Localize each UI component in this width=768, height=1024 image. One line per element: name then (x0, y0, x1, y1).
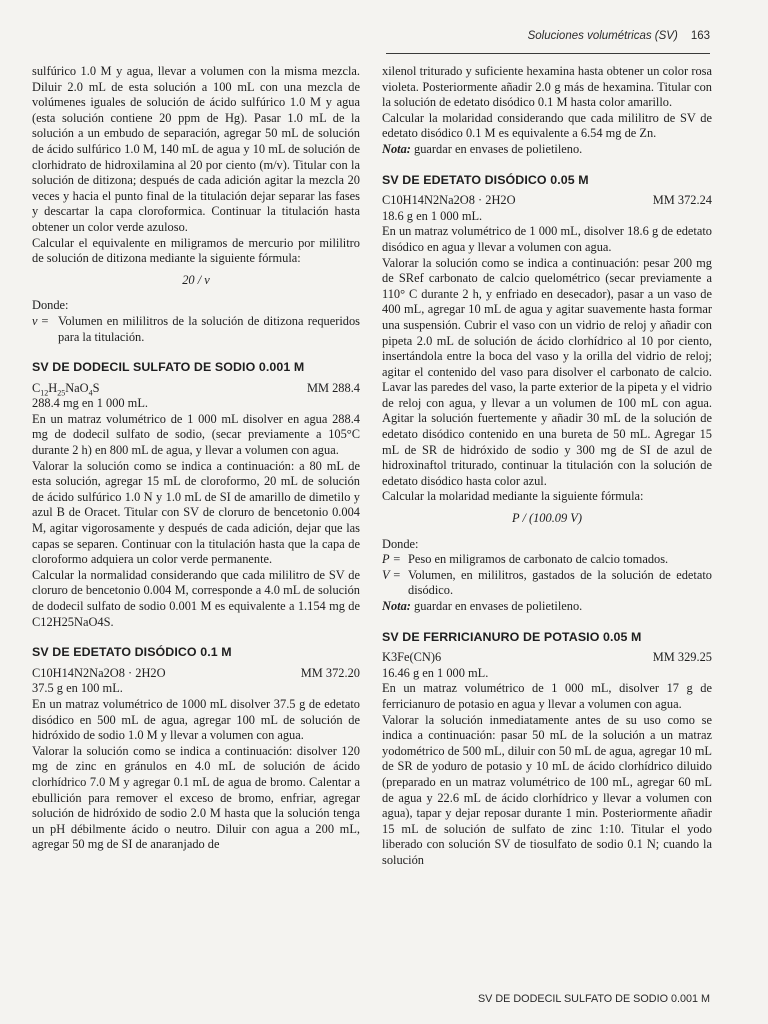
paragraph: 288.4 mg en 1 000 mL. (32, 396, 148, 411)
note-label: Nota: (382, 141, 411, 156)
note-label: Nota: (382, 599, 411, 613)
running-footer: SV DE DODECIL SULFATO DE SODIO 0.001 M (477, 993, 710, 1005)
running-header (386, 30, 710, 42)
molar-mass: MM 288.4 (306, 380, 360, 395)
formula-subscript: 4 (88, 388, 93, 398)
paragraph: xilenol triturado y suficiente hexamina hasta obtener un color rosa violeta. Posteriormente añadir 2.0 g más de hexamina. Titular con la solución de edetato disódico 0.1 M hasta color amarillo. (382, 64, 712, 110)
paragraph: Calcular la molaridad mediante la siguiente fórmula: (382, 489, 644, 504)
definition-symbol: P = (382, 552, 401, 567)
definition-text: Peso en miligramos de carbonato de calcio tomados. (408, 552, 669, 567)
paragraph: En un matraz volumétrico de 1 000 mL disolver en agua 288.4 mg de dodecil sulfato de sodio, (secar previamente a 105°C durante 2 h) en 800 mL de agua, y llevar a volumen con agua. (32, 411, 360, 458)
formula: 20 / v (182, 272, 210, 287)
formula-part: S (92, 380, 100, 395)
formula-line (382, 193, 712, 209)
paragraph: Valorar la solución como se indica a continuación: a 80 mL de esta solución, agregar 15 mL de cloroformo, 20 mL de solución de ácido sulfúrico 1.0 N y 1.0 mL de SI de amarillo de dimetilo y azul B de Oracet. Titular con SV de cloruro de bencetonio 0.004 M, agitar vigorosamente y después de cada adición, dejar que las capas se separen. Continuar con la titulación hasta que la capa de cloroformo adquiera un color verde permanente. (32, 458, 360, 567)
formula-subscript: 25 (57, 388, 66, 398)
section-heading: SV DE DODECIL SULFATO DE SODIO 0.001 M (32, 360, 305, 375)
note-text: guardar en envases de polietileno. (410, 141, 583, 156)
header-rule (386, 53, 710, 54)
section-heading: SV DE EDETATO DISÓDICO 0.1 M (32, 645, 232, 660)
note-text: guardar en envases de polietileno. (410, 599, 583, 613)
page-number: 163 (690, 30, 710, 42)
definition (382, 568, 712, 599)
formula-part: NaO (65, 380, 89, 395)
paragraph: Calcular la molaridad considerando que cada mililitro de SV de edetato disódico 0.1 M es equivalente a 6.54 mg de Zn. (382, 110, 712, 141)
molar-mass: MM 372.20 (300, 665, 360, 680)
chemical-formula (32, 381, 100, 397)
section-heading: SV DE FERRICIANURO DE POTASIO 0.05 M (382, 629, 642, 644)
molar-mass: MM 372.24 (652, 193, 712, 208)
paragraph: 16.46 g en 1 000 mL. (382, 665, 489, 680)
section-heading: SV DE EDETATO DISÓDICO 0.05 M (382, 172, 589, 187)
donde-label: Donde: (382, 536, 419, 551)
paragraph: Calcular la normalidad considerando que cada mililitro de SV de cloruro de bencetonio 0.004 M, corresponde a 4.0 mL de solución de dodecil sulfato de sodio 0.001 M es equivalente a 1.154 mg de C12H25NaO4S. (32, 567, 360, 629)
definition-symbol: V = (382, 567, 401, 582)
chemical-formula: C10H14N2Na2O8 · 2H2O (382, 193, 516, 208)
definition-symbol: v = (32, 313, 49, 328)
paragraph: Valorar la solución como se indica a continuación: pesar 200 mg de SRef carbonato de calcio quelométrico (secar previamente a 110° C durante 2 h, y enfriado en desecador), pasar a un vaso de 400 mL, agregar 10 mL de agua y agitar suavemente hasta formar una suspensión. Cubrir el vaso con un vidrio de reloj y añadir con pipeta 2.0 mL de solución de ácido clorhídrico al 10 por ciento, insertándola entre la boca del vaso y la orilla del vidrio de reloj; agitar el contenido del vaso para disolver el carbonato de calcio. Lavar las paredes del vaso, la parte exterior de la pipeta y el vidrio de reloj con agua, y llevar a un volumen de 100 mL con agua. Agitar la solución fuertemente y añadir 30 mL de la solución de edetato disódico contenido en una bureta de 50 mL. Agregar 15 mL de SR de hidróxido de sodio y 300 mg de SI de azul de hidroxinaftol triturado, continuar la titulación con la solución de edetato disódico hasta color azul. (382, 255, 712, 488)
paragraph: 37.5 g en 100 mL. (32, 681, 123, 696)
donde-label: Donde: (32, 298, 69, 313)
note (382, 142, 712, 158)
chemical-formula: K3Fe(CN)6 (382, 650, 442, 665)
definition (382, 552, 712, 568)
definition-text: Volumen, en mililitros, gastados de la solución de edetato disódico. (408, 567, 712, 598)
paragraph: Valorar la solución inmediatamente antes de su uso como se indica a continuación: pasar 50 mL de la solución a un matraz yodométrico de 500 mL, diluir con 50 mL de agua, agregar 10 mL de SR de yoduro de potasio y 10 mL de ácido clorhídrico diluido (preparado en un matraz volumétrico de 100 mL, agregar 60 mL de agua y 22.6 mL de ácido clorhídrico y llevar a volumen con agua), tapar y dejar reposar durante 1 min. Posteriormente añadir 15 mL de solución de sulfato de zinc 1:10. Titular el yodo liberado con solución SV de tiosulfato de sodio 0.1 N; cuando la solución (382, 712, 712, 867)
paragraph: Calcular el equivalente en miligramos de mercurio por mililitro de solución de ditizona mediante la siguiente fórmula: (32, 235, 360, 266)
formula-line (382, 650, 712, 666)
paragraph: En un matraz volumétrico de 1 000 mL, disolver 18.6 g de edetato disódico en agua y llevar a volumen con agua. (382, 224, 712, 254)
chemical-formula: C10H14N2Na2O8 · 2H2O (32, 665, 166, 680)
paragraph: En un matraz volumétrico de 1000 mL disolver 37.5 g de edetato disódico en 500 mL de agua, agregar 100 mL de solución de hidróxido de sodio 1.0 M y llevar a volumen con agua. (32, 696, 360, 743)
left-column (32, 64, 360, 853)
note (382, 599, 712, 615)
formula-subscript: 12 (40, 388, 49, 398)
formula-part: H (48, 380, 58, 395)
formula-line (32, 381, 360, 397)
definition (32, 314, 360, 345)
paragraph: sulfúrico 1.0 M y agua, llevar a volumen con la misma mezcla. Diluir 2.0 mL de esta solución a 100 mL con una mezcla de volúmenes iguales de solución de ácido sulfúrico 1.0 M y agua (esta solución contiene 20 ppm de Hg). Pasar 1.0 mL de la solución a un embudo de separación, agregar 50 mL de solución de ácido sulfúrico 1.0 M, 140 mL de agua y 10 mL de solución de clorhidrato de hidroxilamina al 20 por ciento (m/v). Titular con la solución de ditizona; después de cada adición agitar la mezcla 20 veces y hacia el punto final de la titulación dejar separar las fases y descartar la capa cloroformica. Continuar la titulación hasta obtener un color verde azuloso. (32, 64, 360, 234)
formula: P / (100.09 V) (512, 511, 582, 526)
molar-mass: MM 329.25 (652, 650, 712, 665)
paragraph: 18.6 g en 1 000 mL. (382, 208, 483, 223)
definition-text: Volumen en mililitros de la solución de ditizona requeridos para la titulación. (58, 313, 360, 344)
formula-line (32, 666, 360, 682)
paragraph: Valorar la solución como se indica a continuación: disolver 120 mg de zinc en gránulos en 4.0 mL de solución de ácido clorhídrico 7.0 M y agregar 0.1 mL de agua de bromo. Calentar a ebullición para remover el exceso de bromo, enfriar, agregar solución de hidróxido de sodio 2.0 M hasta que la solución tenga un pH débilmente ácido o neutro. Diluir con agua a 200 mL, agregar 50 mg de SI de anaranjado de (32, 743, 360, 852)
running-header-title: Soluciones volumétricas (SV) (527, 30, 678, 42)
paragraph: En un matraz volumétrico de 1 000 mL, disolver 17 g de ferricianuro de potasio en agua y llevar a volumen con agua. (382, 681, 712, 711)
right-column (382, 64, 712, 869)
formula-part: C (32, 380, 41, 395)
